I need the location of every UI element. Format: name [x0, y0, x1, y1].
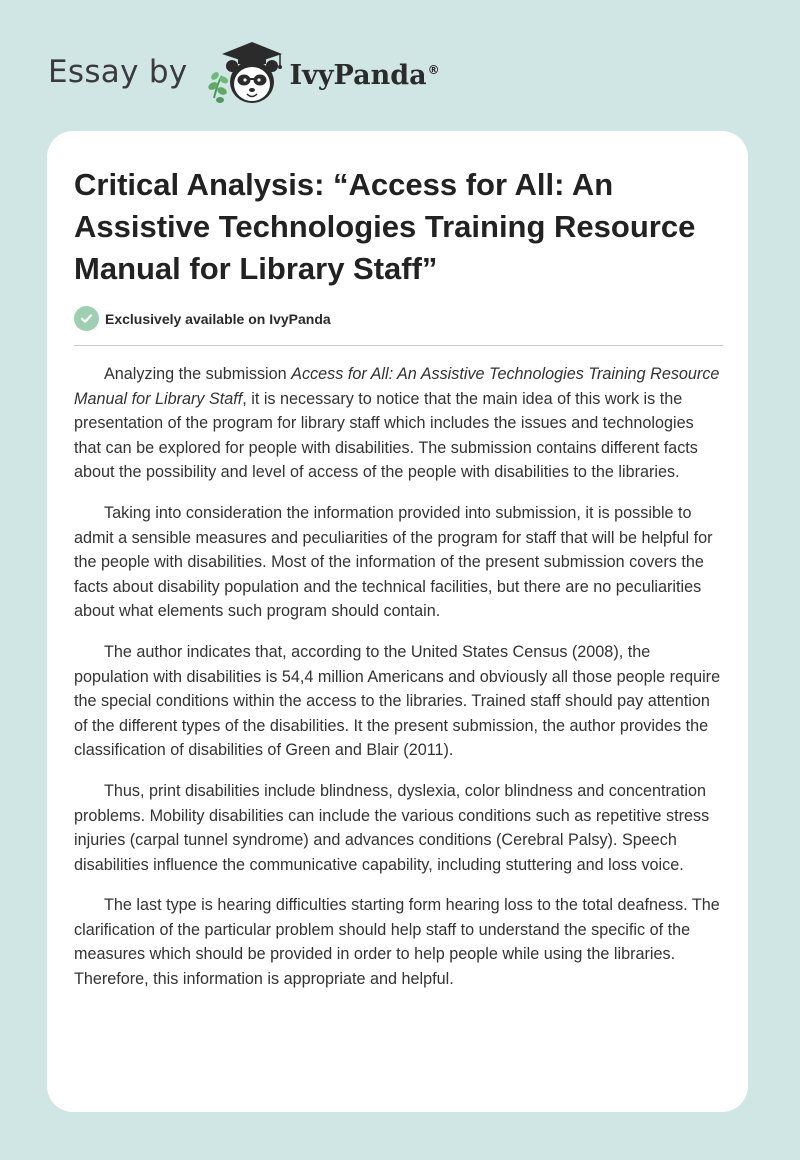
- essay-title: Critical Analysis: “Access for All: An Assistive Technologies Training Resource Manual for Library Staff”: [74, 167, 696, 286]
- paragraph-2: Taking into consideration the information provided into submission, it is possible to admit a sensible measures and peculiarities of the program for staff that will be helpful for the people with disabilities. Most of the information of the present submission covers the facts about disability population and the technical facilities, but there are no peculiarities about what elements such program should contain.: [74, 503, 713, 621]
- essay-body: [74, 362, 724, 1008]
- site-header: [48, 36, 440, 108]
- paragraph-5: The last type is hearing difficulties starting form hearing loss to the total deafness. The clarification of the particular problem should help staff to understand the specific of the measures which should be provided in order to help people while using the libraries. Therefore, this information is appropriate and helpful.: [74, 896, 720, 989]
- essay-by-label: Essay by: [48, 54, 188, 90]
- ivy-leaf-icon: [206, 71, 228, 103]
- essay-card: [47, 131, 748, 1112]
- registered-mark: ®: [427, 62, 440, 77]
- brand-name[interactable]: IvyPanda®: [289, 59, 440, 91]
- submission-title-italic: Access for All: An Assistive Technologies Training Resource Manual for Library Staff: [74, 365, 720, 408]
- paragraph-3: The author indicates that, according to the United States Census (2008), the population with disabilities is 54,4 million Americans and obviously all those people require the special conditions within the access to the libraries. Trained staff should pay attention of the different types of the disabilities. It the present submission, the author provides the classification of disabilities of Green and Blair (2011).: [74, 642, 721, 760]
- divider: [74, 345, 723, 346]
- panda-graduate-logo-icon[interactable]: [202, 36, 288, 108]
- exclusive-badge: [74, 306, 331, 331]
- check-icon: [74, 306, 99, 331]
- paragraph-4: Thus, print disabilities include blindness, dyslexia, color blindness and concentration problems. Mobility disabilities can include the various conditions such as repetitive stress injuries (carpal tunnel syndrome) and advances conditions (Cerebral Palsy). Speech disabilities influence the communicative capability, including stuttering and loss voice.: [74, 781, 710, 874]
- exclusive-label: Exclusively available on IvyPanda: [105, 310, 331, 327]
- paragraph-1: Analyzing the submission Access for All: An Assistive Technologies Training Resource Manual for Library Staff, it is necessary to notice that the main idea of this work is the presentation of the program for library staff which includes the issues and technologies that can be explored for people with disabilities. The submission contains different facts about the possibility and level of access of the people with disabilities to the libraries.: [74, 365, 720, 482]
